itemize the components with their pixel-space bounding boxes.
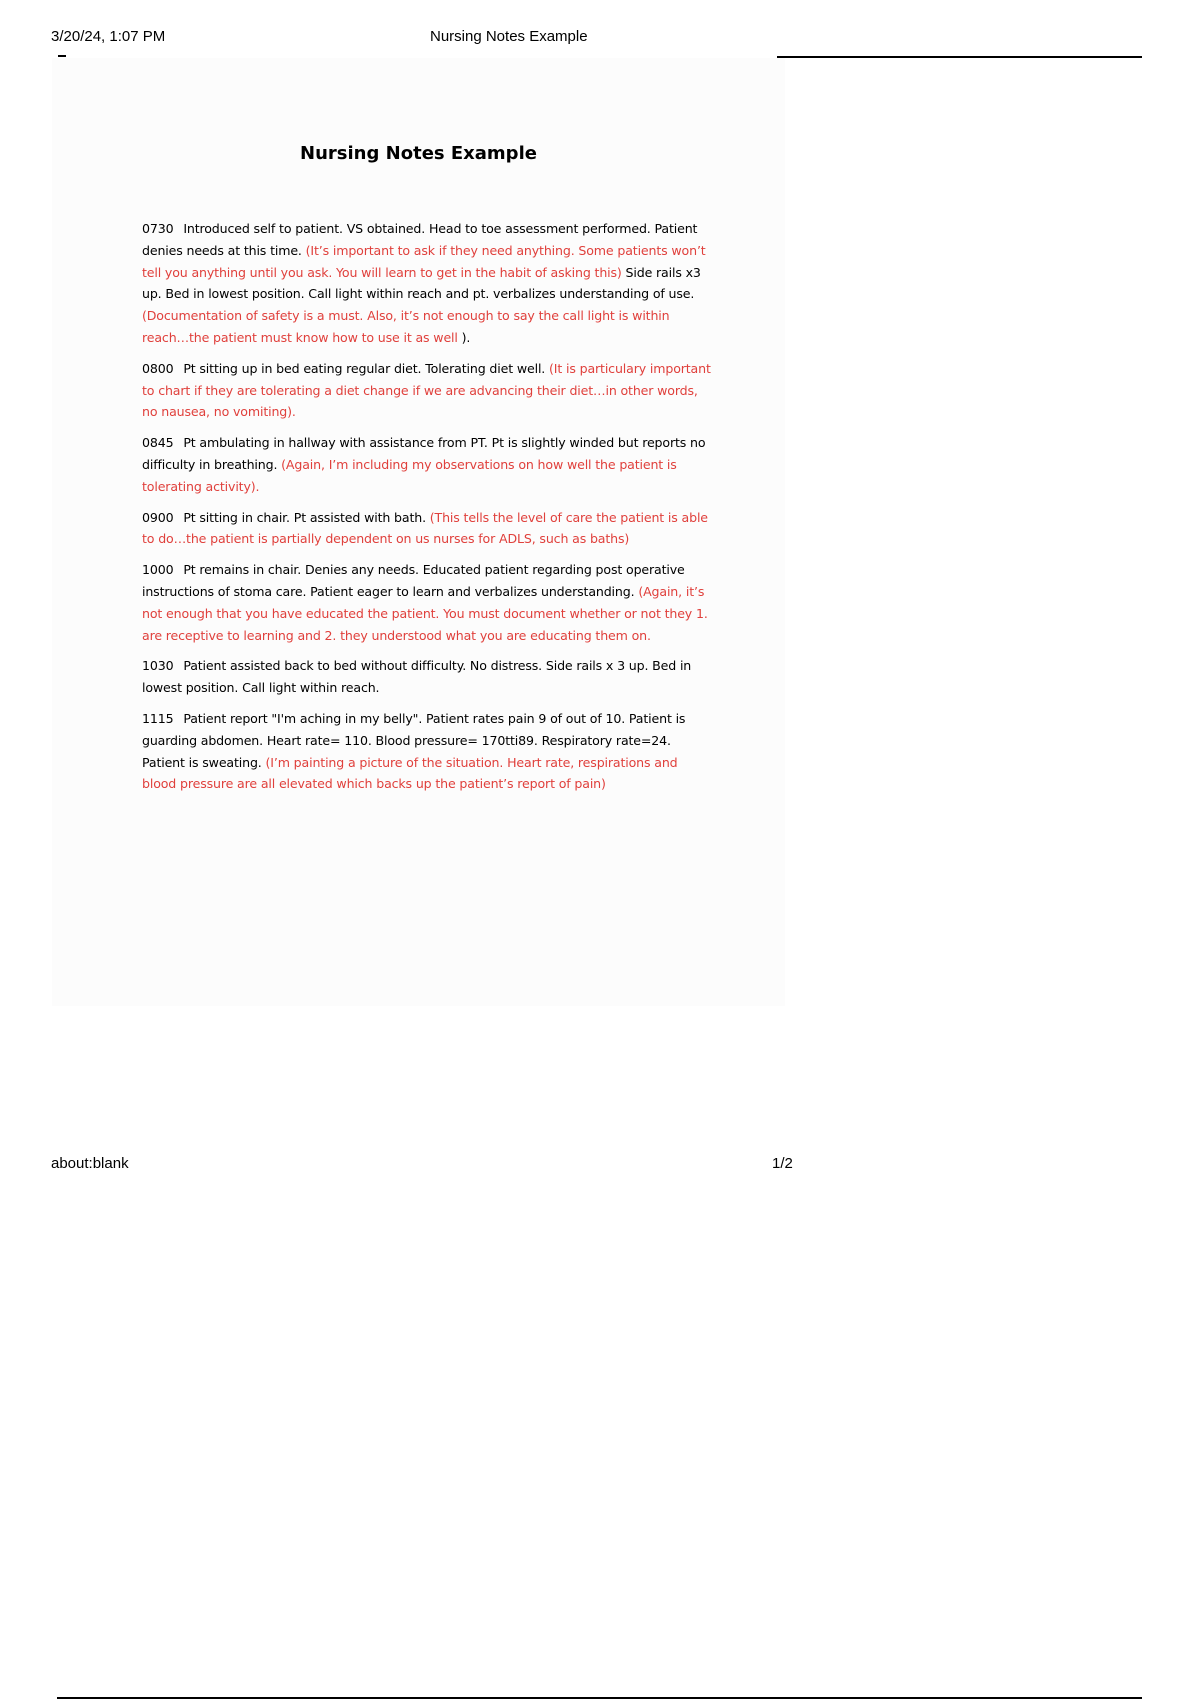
note-1000 xyxy=(142,559,712,646)
header-rule xyxy=(777,56,1142,58)
note-text: Patient report "I'm aching in my belly". Patient rates pain 9 of out of 10. Patient is guarding abdomen. Heart rate= 110. Blood pressure= 170tti89. Respiratory rate=24. Patient is sweating. xyxy=(142,710,686,770)
print-footer-url: about:blank xyxy=(51,1155,129,1172)
note-time: 1030 xyxy=(142,658,174,674)
note-comment: (Again, I’m including my observations on how well the patient is tolerating activity). xyxy=(142,456,677,494)
note-0900 xyxy=(142,507,712,551)
header-tick-mark xyxy=(58,55,66,57)
note-1115 xyxy=(142,708,712,795)
document-title: Nursing Notes Example xyxy=(300,143,537,164)
print-header-datetime: 3/20/24, 1:07 PM xyxy=(51,28,166,45)
note-text: Patient assisted back to bed without difficulty. No distress. Side rails x 3 up. Bed in lowest position. Call light within reach. xyxy=(142,658,692,696)
note-0800 xyxy=(142,358,712,423)
note-comment: (It is particulary important to chart if they are tolerating a diet change if we are advancing their diet…in other words, no nausea, no vomiting). xyxy=(142,360,711,420)
note-text: ). xyxy=(461,329,471,345)
nursing-notes xyxy=(142,218,712,804)
note-0845 xyxy=(142,432,712,497)
print-footer-page-number: 1/2 xyxy=(772,1155,793,1172)
note-1030 xyxy=(142,655,712,699)
note-time: 1115 xyxy=(142,710,174,726)
note-text: Pt ambulating in hallway with assistance from PT. Pt is slightly winded but reports no difficulty in breathing. xyxy=(142,435,706,472)
note-text: Pt remains in chair. Denies any needs. Educated patient regarding post operative instructions of stoma care. Patient eager to learn and verbalizes understanding. xyxy=(142,562,685,599)
note-time: 0800 xyxy=(142,360,174,376)
note-text: Introduced self to patient. VS obtained. Head to toe assessment performed. Patient denies needs at this time. xyxy=(142,221,698,258)
print-header-title: Nursing Notes Example xyxy=(430,28,588,45)
note-comment: (I’m painting a picture of the situation. Heart rate, respirations and blood pressure are all elevated which backs up the patient’s report of pain) xyxy=(142,754,678,792)
note-comment: (This tells the level of care the patient is able to do…the patient is partially dependent on us nurses for ADLS, such as baths) xyxy=(142,509,708,547)
note-time: 0730 xyxy=(142,221,174,236)
note-0730 xyxy=(142,218,712,349)
page-break-rule xyxy=(57,1697,1142,1699)
note-time: 0900 xyxy=(142,509,174,525)
note-time: 1000 xyxy=(142,562,174,578)
note-text: Pt sitting in chair. Pt assisted with bath. xyxy=(183,509,426,525)
note-comment: (It’s important to ask if they need anything. Some patients won’t tell you anything until you ask. You will learn to get in the habit of asking this) xyxy=(142,242,706,280)
note-text: Side rails x3 up. Bed in lowest position. Call light within reach and pt. verbalizes understanding of use. xyxy=(142,264,701,302)
note-comment: (Documentation of safety is a must. Also, it’s not enough to say the call light is within reach…the patient must know how to use it as well xyxy=(142,308,670,345)
note-time: 0845 xyxy=(142,435,174,451)
note-comment: (Again, it’s not enough that you have educated the patient. You must document whether or not they 1. are receptive to learning and 2. they understood what you are educating them on. xyxy=(142,583,708,643)
note-text: Pt sitting up in bed eating regular diet. Tolerating diet well. xyxy=(183,360,546,376)
